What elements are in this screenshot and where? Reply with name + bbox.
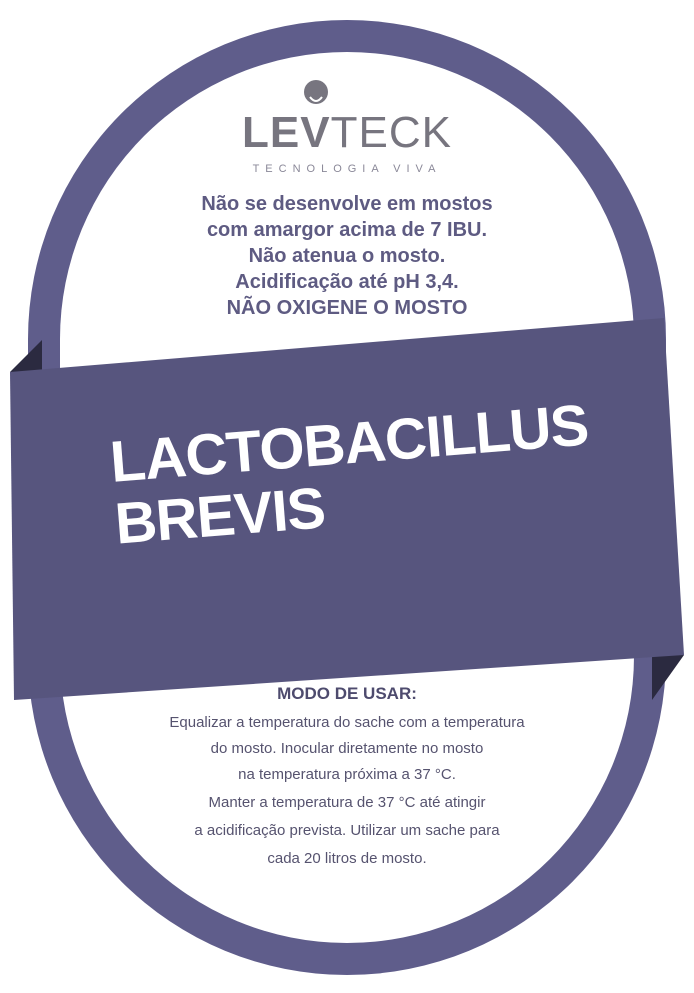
brand-logo	[0, 108, 694, 158]
instructions-line-2: do mosto. Inocular diretamente no mosto	[210, 740, 484, 757]
warning-text-5: NÃO OXIGENE O MOSTO	[226, 297, 468, 319]
product-name-line2: BREVIS	[112, 475, 328, 557]
warning-text-1: Não se desenvolve em mostos	[201, 193, 493, 215]
instructions-line-5: a acidificação prevista. Utilizar um sache para	[194, 822, 500, 839]
warning-text-3: Não atenua o mosto.	[248, 245, 446, 267]
product-name-line1: LACTOBACILLUS	[107, 392, 591, 495]
instructions-title: MODO DE USAR:	[277, 684, 417, 703]
brand-name-left: LEV	[242, 108, 331, 157]
instructions-line-3: na temperatura próxima a 37 °C.	[238, 766, 456, 783]
warning-text-4: Acidificação até pH 3,4.	[235, 271, 459, 293]
warning-text-2: com amargor acima de 7 IBU.	[206, 219, 488, 241]
brand-name-right: TECK	[330, 108, 452, 157]
brand-tagline: TECNOLOGIA VIVA	[252, 163, 442, 175]
instructions-line-4: Manter a temperatura de 37 °C até atingir	[208, 794, 486, 811]
instructions-line-6: cada 20 litros de mosto.	[267, 850, 427, 867]
instructions-line-1: Equalizar a temperatura do sache com a temperatura	[169, 714, 525, 731]
